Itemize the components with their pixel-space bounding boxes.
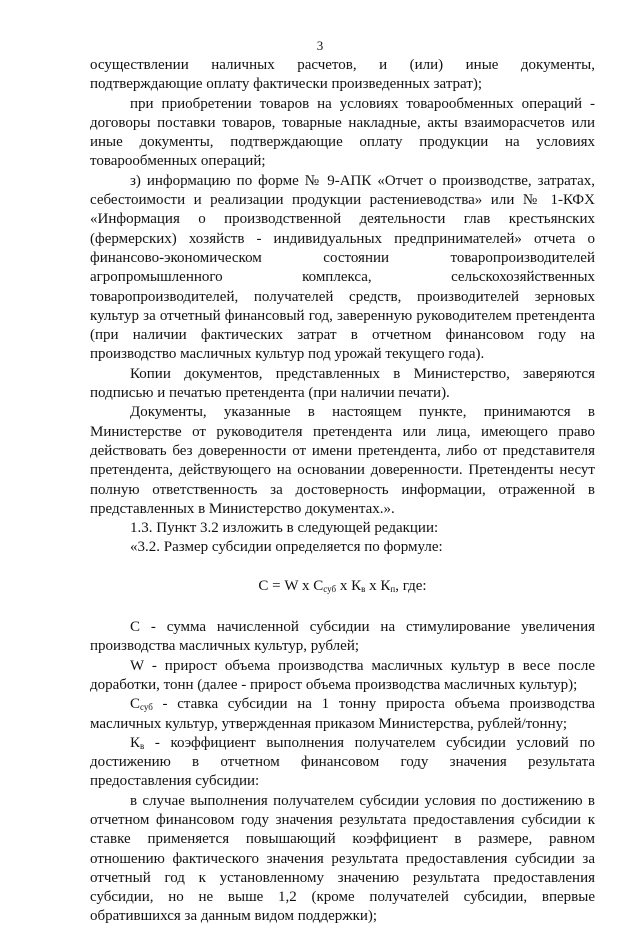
document-body: [90, 56, 595, 927]
page-number: 3: [316, 38, 324, 53]
paragraph-barter-operations: при приобретении товаров на условиях товарообменных операций - договоры поставки товаров, товарные накладные, акты взаиморасчетов или иные документы, подтверждающие оплату продукции на условиях товарообменных операций;: [90, 95, 595, 170]
definition-w: W - прирост объема производства масличных культур в весе после доработки, тонн (далее - прирост объема производства масличных культур);: [90, 657, 595, 693]
paragraph-clause-3-2: «3.2. Размер субсидии определяется по формуле:: [130, 539, 443, 556]
definition-c-sub: $С_{суб}$ - ставка субсидии на 1 тонну прироста объема производства масличных культур, утвержденная приказом Министерства, рублей/тонну;: [90, 696, 595, 732]
paragraph-increasing-coefficient: в случае выполнения получателем субсидии условия по достижению в отчетном финансовом году значения результата предоставления субсидии к ставке применяется повышающий коэффициент в размере, равном отношению фактического значения результата предоставления субсидии за отчетный год к установленному значению результата предоставления субсидии, но не выше 1,2 (кроме получателей субсидии, впервые обратившихся за данным видом поддержки);: [90, 792, 595, 925]
definition-k-v: $К_в$ - коэффициент выполнения получателем субсидии условий по достижению в отчетном финансовом году значения результата предоставления субсидии:: [90, 734, 595, 790]
paragraph-form-9-apk: з) информацию по форме № 9-АПК «Отчет о производстве, затратах, себестоимости и реализации продукции растениеводства» или № 1-КФХ «Информация о производственной деятельности глав крестьянских (фермерских) хозяйств - индивидуальных предпринимателей» отчета о финансово-экономическом состоянии товаропроизводителей агропромышленного комплекса, сельскохозяйственных товаропроизводителей, получателей средств, производителей зерновых культур за отчетный финансовый год, заверенную руководителем претендента (при наличии фактических затрат в отчетном финансовом году на производство масличных культур под урожай текущего года).: [90, 172, 595, 363]
paragraph-copies-certified: Копии документов, представленных в Министерство, заверяются подписью и печатью претендента (при наличии печати).: [90, 365, 595, 402]
definition-c: С - сумма начисленной субсидии на стимулирование увеличения производства масличных культур, рублей;: [90, 619, 595, 655]
subsidy-formula: С = W x $С_{суб}$ x $К_в$ x $К_п$, где:: [258, 577, 427, 594]
paragraph-clause-1-3: 1.3. Пункт 3.2 изложить в следующей редакции:: [130, 520, 439, 537]
paragraph-payment-docs: осуществлении наличных расчетов, и (или) иные документы, подтверждающие оплату фактически произведенных затрат);: [90, 57, 595, 93]
paragraph-documents-accepted: Документы, указанные в настоящем пункте, принимаются в Министерстве от руководителя претендента или лица, имеющего право действовать без доверенности от имени претендента, либо от представителя претендента, действующего на основании доверенности. Претенденты несут полную ответственность за достоверность информации, отраженной в представленных в Министерство документах.».: [90, 404, 595, 517]
